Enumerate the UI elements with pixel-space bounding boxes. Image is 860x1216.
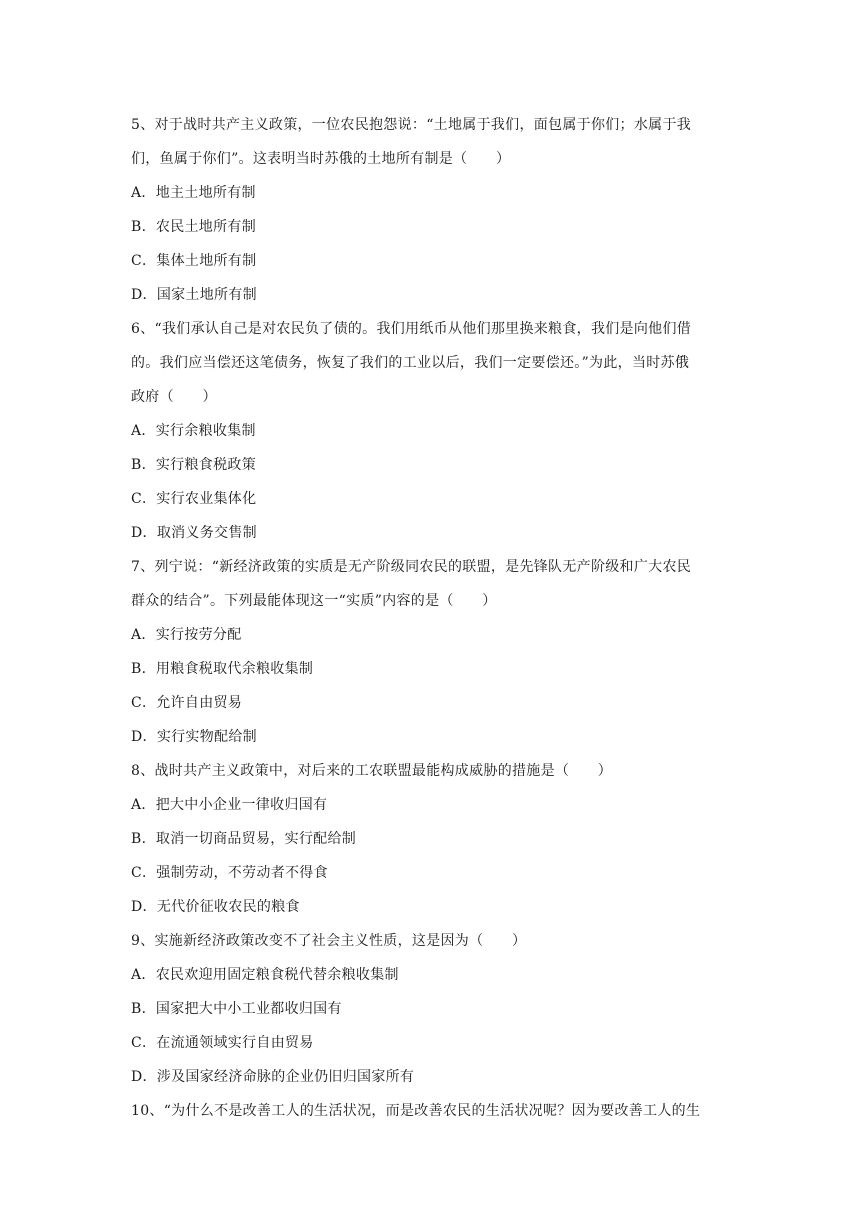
- question-7-option-b: B．用粮食税取代余粮收集制: [131, 661, 314, 677]
- question-10-stem-line-1: 10、“为什么不是改善工人的生活状况，而是改善农民的生活状况呢？因为要改善工人的生: [131, 1103, 701, 1119]
- question-6-option-a: A．实行余粮收集制: [131, 423, 256, 439]
- question-5-option-d: D．国家土地所有制: [131, 287, 257, 303]
- question-6-option-d: D．取消义务交售制: [131, 525, 257, 541]
- question-8: [131, 754, 731, 924]
- question-8-stem-line-1: 8、战时共产主义政策中，对后来的工农联盟最能构成威胁的措施是（ ）: [131, 763, 613, 779]
- question-8-option-c: C．强制劳动，不劳动者不得食: [131, 865, 328, 881]
- question-8-option-d: D．无代价征收农民的粮食: [131, 899, 300, 915]
- question-8-option-b: B．取消一切商品贸易，实行配给制: [131, 831, 357, 847]
- question-5-stem-line-2: 们，鱼属于你们”。这表明当时苏俄的土地所有制是（ ）: [131, 151, 511, 167]
- question-6-stem-line-2: 的。我们应当偿还这笔债务，恢复了我们的工业以后，我们一定要偿还。”为此，当时苏俄: [131, 355, 690, 371]
- question-9: [131, 924, 731, 1094]
- question-9-option-c: C．在流通领域实行自由贸易: [131, 1035, 314, 1051]
- question-7-option-d: D．实行实物配给制: [131, 729, 257, 745]
- question-list: [131, 108, 731, 1128]
- question-9-option-d: D．涉及国家经济命脉的企业仍旧归国家所有: [131, 1069, 415, 1085]
- question-7-option-a: A．实行按劳分配: [131, 627, 242, 643]
- question-5-option-a: A．地主土地所有制: [131, 185, 256, 201]
- question-9-option-b: B．国家把大中小工业都收归国有: [131, 1001, 342, 1017]
- question-8-option-a: A．把大中小企业一律收归国有: [131, 797, 328, 813]
- question-7-stem-line-1: 7、列宁说：“新经济政策的实质是无产阶级同农民的联盟，是先锋队无产阶级和广大农民: [131, 559, 692, 575]
- question-6-option-b: B．实行粮食税政策: [131, 457, 256, 473]
- question-7-option-c: C．允许自由贸易: [131, 695, 243, 711]
- question-6-option-c: C．实行农业集体化: [131, 491, 257, 507]
- question-5: [131, 108, 731, 312]
- question-7-stem-line-2: 群众的结合”。下列最能体现这一“实质”内容的是（ ）: [131, 593, 497, 609]
- question-9-stem-line-1: 9、实施新经济政策改变不了社会主义性质，这是因为（ ）: [131, 933, 527, 949]
- question-6-stem-line-3: 政府（ ）: [131, 389, 217, 405]
- question-6: [131, 312, 731, 550]
- question-7: [131, 550, 731, 754]
- question-5-option-b: B．农民土地所有制: [131, 219, 256, 235]
- question-9-option-a: A．农民欢迎用固定粮食税代替余粮收集制: [131, 967, 399, 983]
- question-5-stem-line-1: 5、对于战时共产主义政策，一位农民抱怨说：“土地属于我们，面包属于你们；水属于我: [131, 117, 692, 133]
- question-10: [131, 1094, 731, 1128]
- question-5-option-c: C．集体土地所有制: [131, 253, 257, 269]
- question-6-stem-line-1: 6、“我们承认自己是对农民负了债的。我们用纸币从他们那里换来粮食，我们是向他们借: [131, 321, 692, 337]
